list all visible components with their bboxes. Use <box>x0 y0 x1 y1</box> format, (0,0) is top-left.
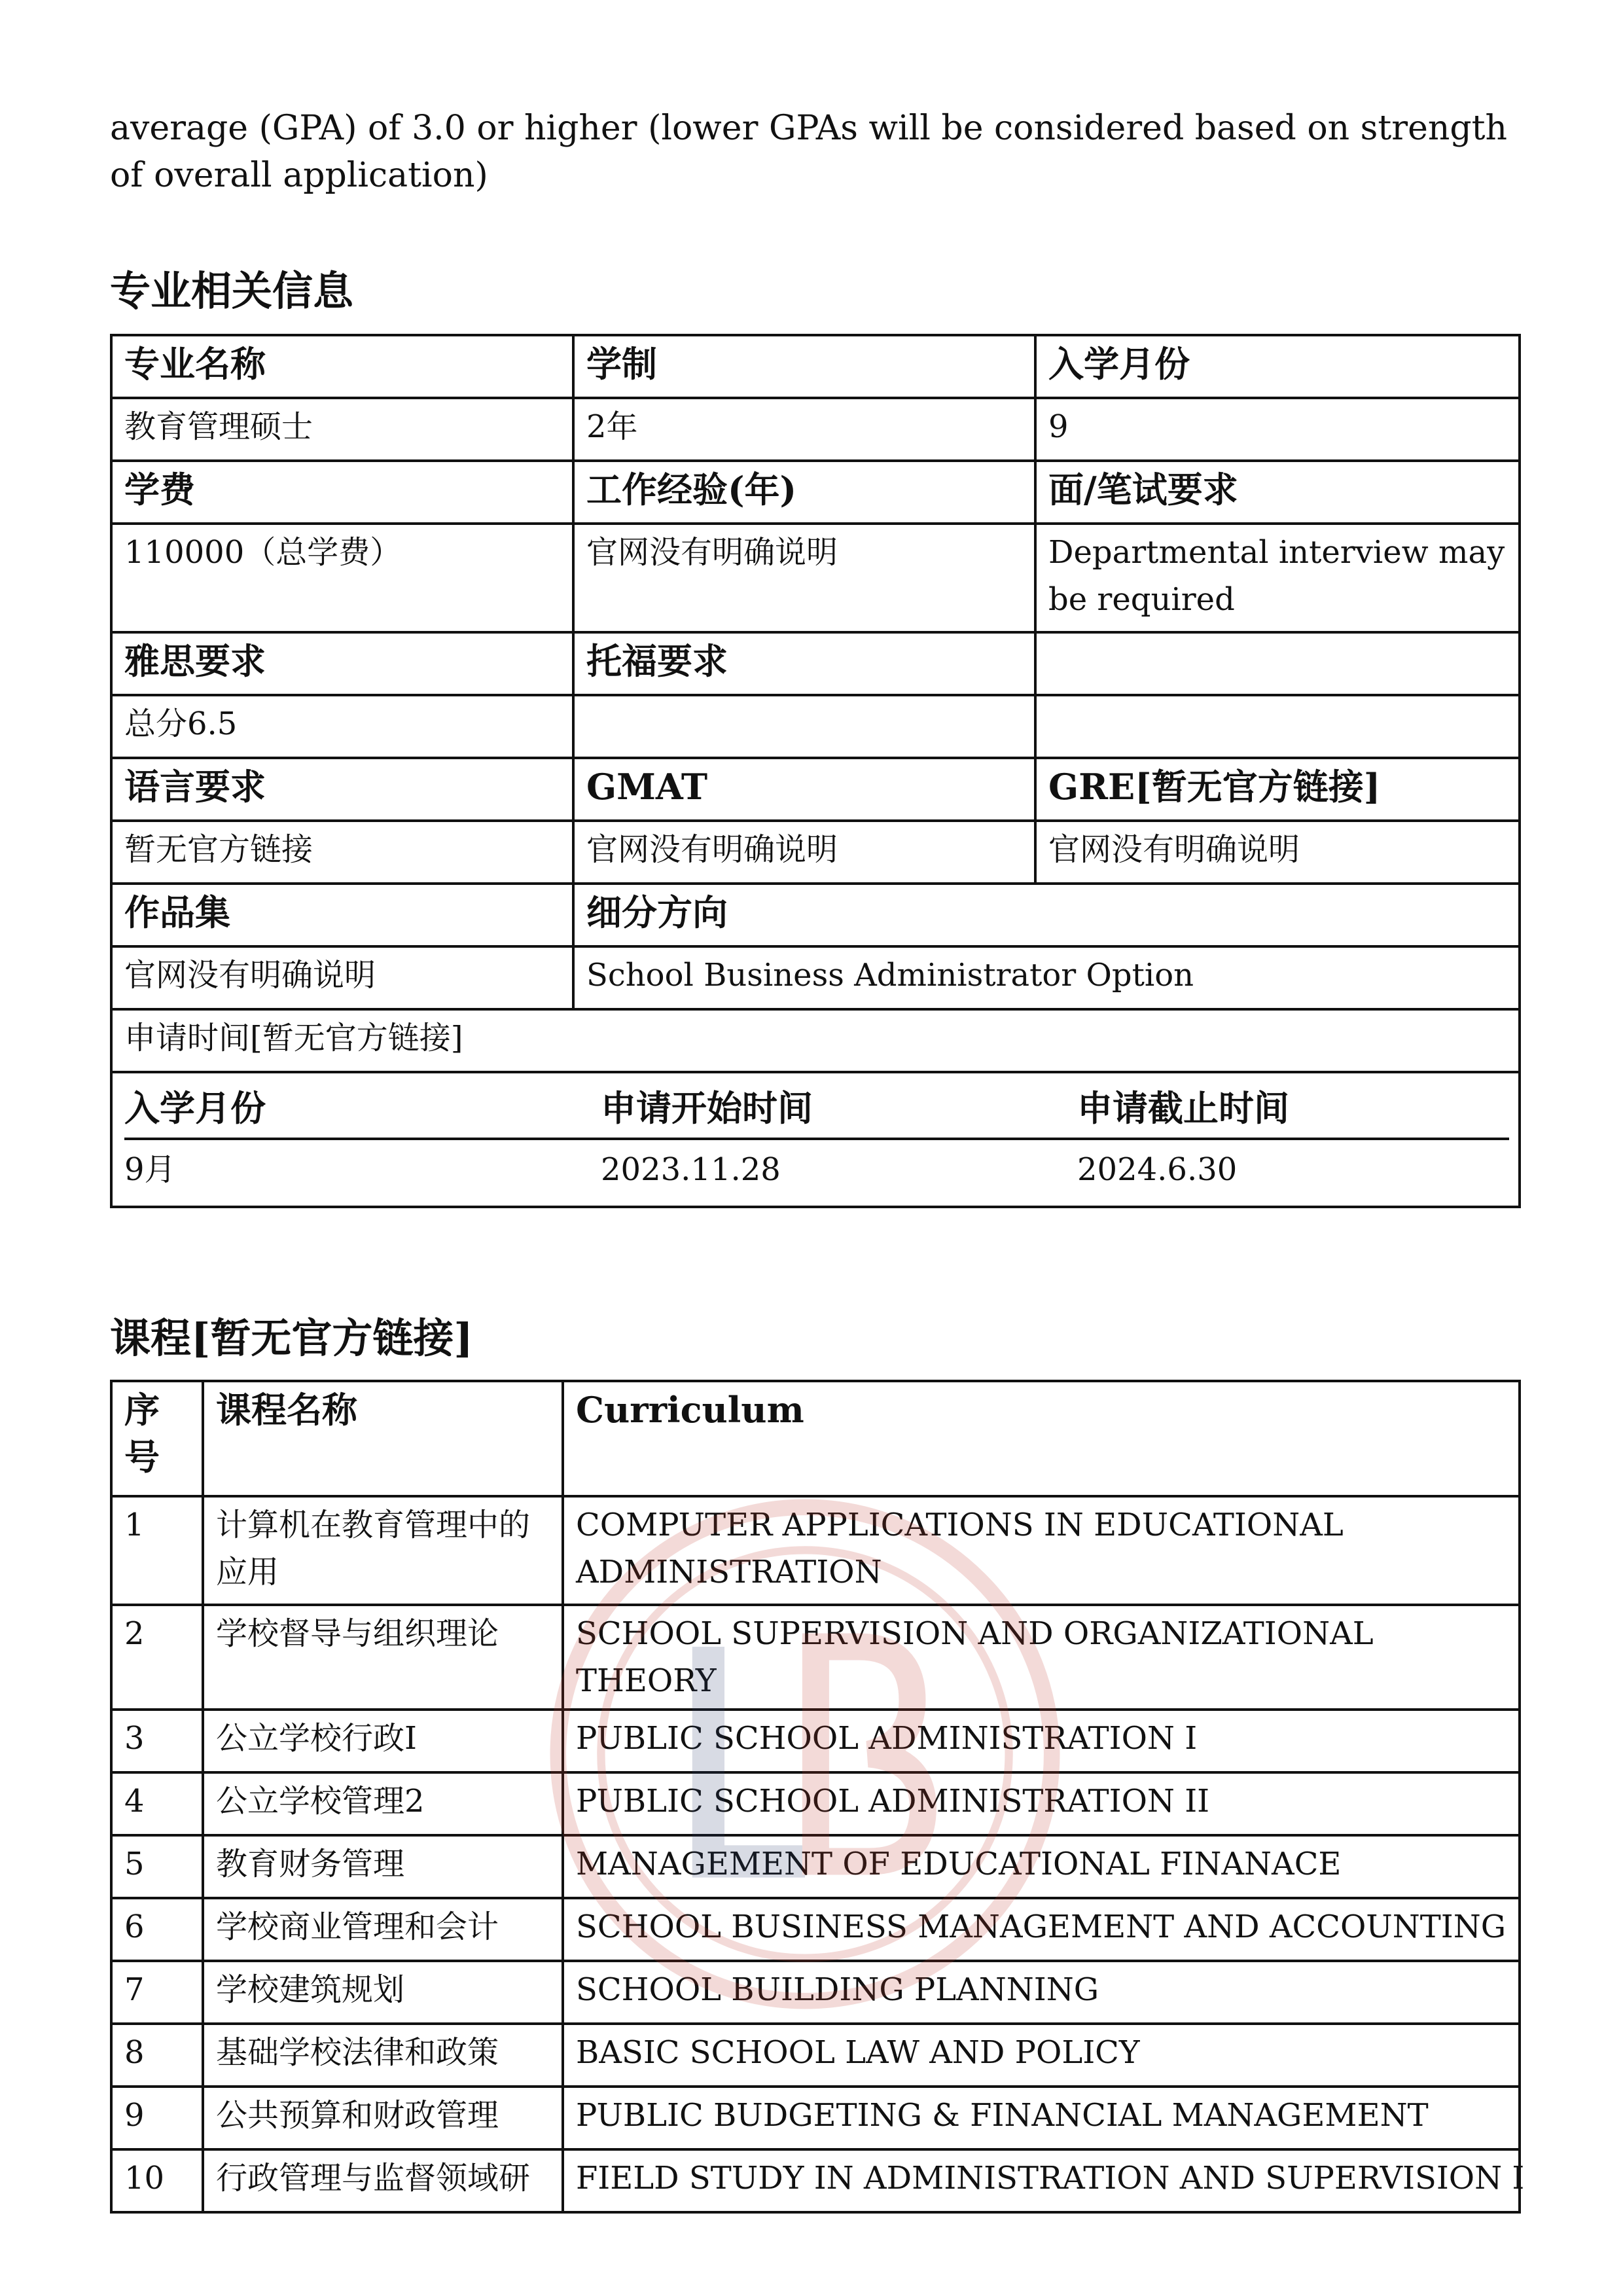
course-no: 2 <box>111 1605 203 1710</box>
intro-paragraph: average (GPA) of 3.0 or higher (lower GPAs will be considered based on strength of overall application) <box>110 109 1508 195</box>
major-name-label: 专业名称 <box>111 335 573 398</box>
app-intake-header: 入学月份 <box>124 1079 601 1139</box>
table-row <box>111 1605 1520 1710</box>
work-exp-label: 工作经验(年) <box>573 461 1035 524</box>
program-info-table <box>110 334 1521 1208</box>
application-time-table <box>124 1079 1509 1199</box>
course-en: PUBLIC BUDGETING & FINANCIAL MANAGEMENT <box>563 2087 1520 2149</box>
empty-cell <box>1035 695 1520 758</box>
course-no: 3 <box>111 1710 203 1772</box>
ielts-label: 雅思要求 <box>111 632 573 695</box>
course-cn: 学校商业管理和会计 <box>203 1898 563 1961</box>
course-table <box>110 1380 1525 2214</box>
course-en: PUBLIC SCHOOL ADMINISTRATION I <box>563 1710 1520 1772</box>
portfolio-value: 官网没有明确说明 <box>111 946 573 1009</box>
interview-label: 面/笔试要求 <box>1035 461 1520 524</box>
app-deadline-value: 2024.6.30 <box>1077 1151 1238 1188</box>
language-label: 语言要求 <box>111 758 573 821</box>
table-row <box>111 2087 1520 2149</box>
table-row <box>111 1835 1520 1898</box>
gmat-value: 官网没有明确说明 <box>573 821 1035 884</box>
course-cn-header: 课程名称 <box>203 1381 563 1496</box>
tuition-label: 学费 <box>111 461 573 524</box>
course-en: BASIC SCHOOL LAW AND POLICY <box>563 2024 1520 2087</box>
table-row <box>111 1710 1520 1772</box>
gre-value: 官网没有明确说明 <box>1035 821 1520 884</box>
table-row <box>111 1496 1520 1605</box>
course-en: PUBLIC SCHOOL ADMINISTRATION II <box>563 1772 1520 1835</box>
app-deadline-header: 申请截止时间 <box>1077 1079 1509 1139</box>
course-section-title: 课程[暂无官方链接] <box>110 1314 473 1362</box>
gmat-label: GMAT <box>573 758 1035 821</box>
major-name-value: 教育管理硕士 <box>111 398 573 461</box>
course-en: SCHOOL BUILDING PLANNING <box>563 1961 1520 2024</box>
specialization-value: School Business Administrator Option <box>573 946 1520 1009</box>
course-cn: 公立学校管理2 <box>203 1772 563 1835</box>
course-en: FIELD STUDY IN ADMINISTRATION AND SUPERVISION I <box>563 2149 1520 2212</box>
course-cn: 基础学校法律和政策 <box>203 2024 563 2087</box>
course-no: 6 <box>111 1898 203 1961</box>
language-value: 暂无官方链接 <box>111 821 573 884</box>
course-cn: 教育财务管理 <box>203 1835 563 1898</box>
application-time-cell <box>111 1072 1520 1207</box>
table-row <box>111 1898 1520 1961</box>
duration-label: 学制 <box>573 335 1035 398</box>
course-no-header: 序号 <box>111 1381 203 1496</box>
course-cn: 学校建筑规划 <box>203 1961 563 2024</box>
intake-month-label: 入学月份 <box>1035 335 1520 398</box>
duration-value: 2年 <box>573 398 1035 461</box>
course-cn: 公共预算和财政管理 <box>203 2087 563 2149</box>
ielts-value: 总分6.5 <box>111 695 573 758</box>
course-en: SCHOOL BUSINESS MANAGEMENT AND ACCOUNTING <box>563 1898 1520 1961</box>
toefl-label: 托福要求 <box>573 632 1035 695</box>
course-cn: 行政管理与监督领域研 <box>203 2149 563 2212</box>
intake-month-value: 9 <box>1035 398 1520 461</box>
specialization-label: 细分方向 <box>573 884 1520 946</box>
table-row <box>111 2149 1520 2212</box>
course-no: 1 <box>111 1496 203 1605</box>
course-cn: 学校督导与组织理论 <box>203 1605 563 1710</box>
course-no: 8 <box>111 2024 203 2087</box>
work-exp-value: 官网没有明确说明 <box>573 524 1035 632</box>
interview-value: Departmental interview may be required <box>1035 524 1520 632</box>
table-row <box>111 2024 1520 2087</box>
course-en: SCHOOL SUPERVISION AND ORGANIZATIONAL THEORY <box>563 1605 1520 1710</box>
course-en-header: Curriculum <box>563 1381 1520 1496</box>
course-no: 5 <box>111 1835 203 1898</box>
app-intake-value: 9月 <box>124 1151 176 1188</box>
program-section-title: 专业相关信息 <box>110 267 354 315</box>
course-cn: 公立学校行政I <box>203 1710 563 1772</box>
course-en: COMPUTER APPLICATIONS IN EDUCATIONAL ADMINISTRATION <box>563 1496 1520 1605</box>
course-cn: 计算机在教育管理中的应用 <box>203 1496 563 1605</box>
table-row <box>111 1772 1520 1835</box>
application-time-label: 申请时间[暂无官方链接] <box>111 1009 1520 1072</box>
course-no: 7 <box>111 1961 203 2024</box>
toefl-value <box>573 695 1035 758</box>
course-en: MANAGEMENT OF EDUCATIONAL FINANACE <box>563 1835 1520 1898</box>
tuition-value: 110000（总学费） <box>111 524 573 632</box>
app-start-value: 2023.11.28 <box>601 1151 781 1188</box>
gre-label: GRE[暂无官方链接] <box>1035 758 1520 821</box>
app-start-header: 申请开始时间 <box>601 1079 1077 1139</box>
empty-cell <box>1035 632 1520 695</box>
course-no: 9 <box>111 2087 203 2149</box>
table-row <box>111 1961 1520 2024</box>
course-no: 4 <box>111 1772 203 1835</box>
portfolio-label: 作品集 <box>111 884 573 946</box>
course-no: 10 <box>111 2149 203 2212</box>
